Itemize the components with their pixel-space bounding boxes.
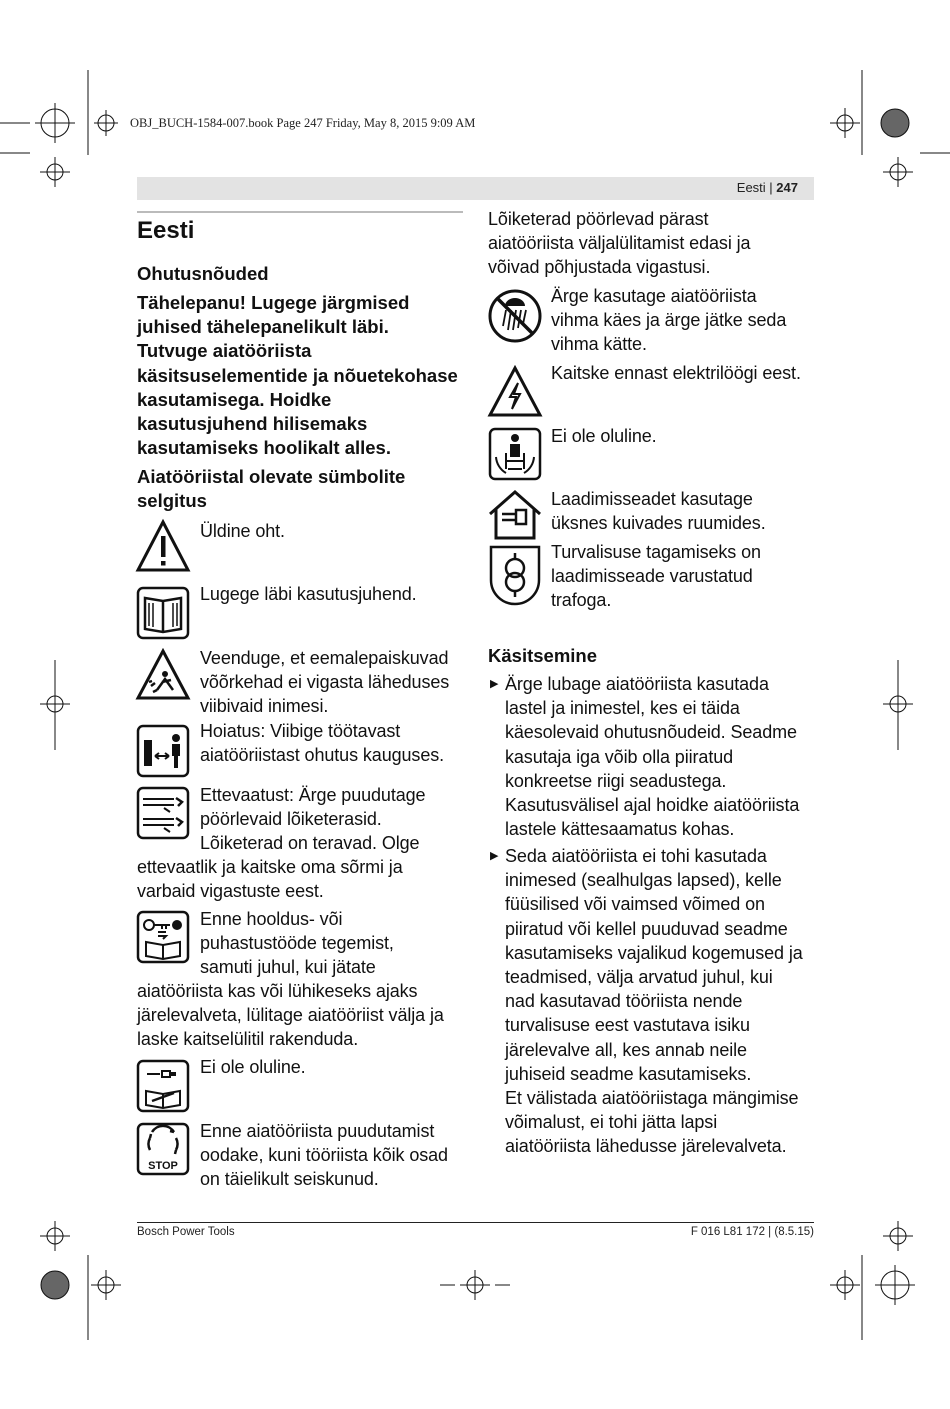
- operator-icon: [488, 427, 542, 481]
- transformer-text: Turvalisuse tagamiseks on laadimisseade varustatud trafoga.: [551, 542, 761, 611]
- transformer-shield-icon: [488, 544, 542, 608]
- symbol-manual-text: Lugege läbi kasutusjuhend.: [200, 584, 417, 604]
- symbol-distance-text: Hoiatus: Viibige töötavast aiatööriistast ohutus kauguses.: [200, 721, 445, 766]
- no-rain-icon: [487, 288, 543, 344]
- indoor-house-icon: [486, 488, 544, 542]
- unplug-manual-icon: [136, 1059, 190, 1113]
- footer-rule: [137, 1222, 814, 1223]
- blades-continue-text: Lõiketerad pöörlevad pärast aiatööriista väljalülitamist edasi ja võivad põhjustada vigastusi.: [488, 209, 751, 278]
- print-header: OBJ_BUCH-1584-007.book Page 247 Friday, May 8, 2015 9:09 AM: [130, 116, 476, 130]
- footer-code: F 016 L81 172 | (8.5.15): [690, 1226, 814, 1238]
- thrown-objects-icon: [135, 648, 191, 702]
- safety-heading: Ohutusnõuded: [137, 263, 269, 284]
- symbol-thrown-objects-text: Veenduge, et eemalepaiskuvad võõrkehad ei vigasta läheduses viibivaid inimesi.: [200, 648, 450, 717]
- symbol-blades-text-cont: ettevaatlik ja kaitske oma sõrmi ja varbaid vigastuste eest.: [137, 857, 403, 902]
- safe-distance-icon: [136, 724, 190, 778]
- symbol-not-relevant-text: Ei ole oluline.: [200, 1057, 306, 1077]
- page-header-bar: [137, 177, 814, 200]
- indoor-use-text: Laadimisseadet kasutage üksnes kuivades ruumides.: [551, 489, 766, 534]
- page-label: Eesti | 247: [736, 180, 798, 195]
- bullet-children-usage: ▶ Ärge lubage aiatööriista kasutada lastel ja inimestel, kes ei täida käesolevaid ohutusnõudeid. Seadme kasutaja iga võib olla piiratud konkreetse riigi seadustega. Kasutusvälisel ajal hoidke aiatööriista lastele kättesaamatus kohas.: [505, 672, 799, 841]
- symbol-general-hazard-text: Üldine oht.: [200, 521, 285, 541]
- section-name: Eesti: [736, 180, 766, 195]
- symbol-maintenance-text: Enne hooldus- või puhastustööde tegemist, samuti juhul, kui jätate: [200, 909, 394, 978]
- left-column-rule: [137, 211, 463, 213]
- rotating-blades-icon: [136, 786, 190, 840]
- stop-rotation-icon: [136, 1122, 190, 1176]
- manual-book-icon: [136, 586, 190, 640]
- rain-text: Ärge kasutage aiatööriista vihma käes ja ärge jätke seda vihma kätte.: [551, 286, 787, 355]
- operator-text: Ei ole oluline.: [551, 426, 657, 446]
- symbol-maintenance-text-cont: aiatööriista kas või lühikeseks ajaks järelevalveta, lülitage aiatööriist välja ja laske kaitselülitil rakenduda.: [137, 981, 444, 1050]
- warning-text: Tähelepanu! Lugege järgmised juhised tähelepanelikult läbi. Tutvuge aiatööriista käsitsuselementide ja nõuetekohase kasutamisega. Hoidke kasutusjuhend hilisemaks kasutamiseks hoolikalt alles.: [137, 292, 458, 459]
- symbol-stop-text: Enne aiatööriista puudutamist oodake, kuni tööriista kõik osad on täielikult seiskunud.: [200, 1121, 448, 1190]
- stop-label: STOP: [148, 1160, 178, 1172]
- electric-shock-icon: [487, 365, 543, 419]
- section-title: Eesti: [137, 217, 195, 244]
- symbol-blades-text: Ettevaatust: Ärge puudutage pöörlevaid lõiketerasid. Lõiketerad on teravad. Olge: [200, 785, 426, 854]
- bullet-restricted-persons: ▶ Seda aiatööriista ei tohi kasutada inimesed (sealhulgas lapsed), kelle füüsilised või vaimsed võimed on piiratud või kellel puuduvad seadme kasutamiseks vajalikud kogemused ja teadmised, välja arvatud juhul, kui nad kasutavad tööriista nende turvalisuse eest vastutava isiku järelevalve all, kes annab neile juhiseid seadme kasutamiseks. Et välistada aiatööriistaga mängimise võimalust, ei tohi jätta lapsi aiatööriista lähedusse järelevalveta.: [505, 844, 803, 1159]
- maintenance-key-icon: [136, 910, 190, 964]
- footer-brand: Bosch Power Tools: [137, 1226, 235, 1238]
- symbols-heading: Aiatööriistal olevate sümbolite selgitus: [137, 466, 406, 512]
- electric-shock-text: Kaitske ennast elektrilöögi eest.: [551, 363, 801, 383]
- warning-triangle-icon: [135, 518, 191, 574]
- handling-heading: Käsitsemine: [488, 645, 597, 666]
- page-number: 247: [776, 180, 798, 195]
